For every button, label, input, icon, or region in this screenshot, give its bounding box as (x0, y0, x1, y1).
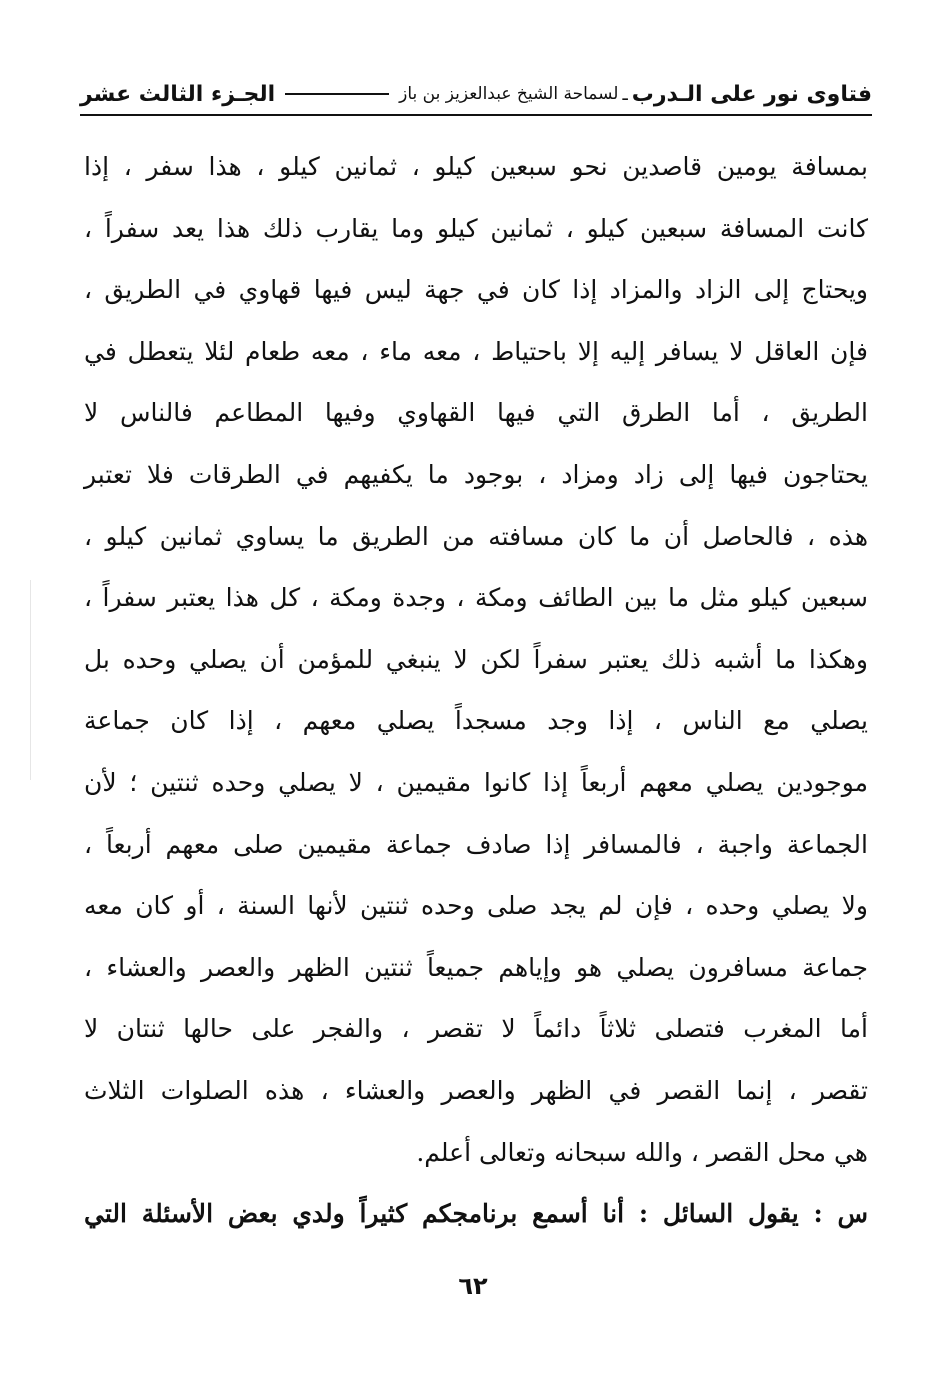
text-line: جماعة مسافرون يصلي هو وإياهم جميعاً ثنتين الظهر والعصر والعشاء ، (84, 952, 868, 982)
text-line: يحتاجون فيها إلى زاد ومزاد ، بوجود ما يكفيهم في الطرقات فلا تعتبر (84, 459, 868, 489)
volume-part: الجـزء الثالث عشر (80, 81, 276, 107)
text-line: كانت المسافة سبعين كيلو ، ثمانين كيلو وما يقارب ذلك هذا يعد سفراً ، (84, 213, 868, 243)
page-number: ٦٢ (458, 1272, 488, 1300)
text-line: موجودين يصلي معهم أربعاً إذا كانوا مقيمين ، لا يصلي وحده ثنتين ؛ لأن (84, 767, 868, 797)
text-line: وهكذا ما أشبه ذلك يعتبر سفراً لكن لا ينبغي للمؤمن أن يصلي وحده بل (84, 644, 868, 674)
text-line: ولا يصلي وحده ، فإن لم يجد صلى وحده ثنتين لأنها السنة ، أو كان معه (84, 891, 868, 921)
text-line: أما المغرب فتصلى ثلاثاً دائماً لا تقصر ، والفجر على حالها ثنتان لا (84, 1014, 868, 1044)
text-line: الطريق ، أما الطرق التي فيها القهاوي وفيها المطاعم فالناس لا (84, 398, 868, 428)
main-text (84, 136, 868, 1245)
header-separator: ـ (622, 83, 628, 105)
text-line: هذه ، فالحاصل أن ما كان مسافته من الطريق ما يساوي ثمانين كيلو ، (84, 521, 868, 551)
author-name: لسماحة الشيخ عبدالعزيز بن باز (399, 84, 619, 104)
margin-shadow (30, 580, 31, 780)
book-title: فتاوى نور على الـدرب (631, 81, 872, 107)
running-header (80, 74, 872, 116)
header-rule (285, 93, 389, 95)
text-line: يصلي مع الناس ، إذا وجد مسجداً يصلي معهم ، إذا كان جماعة (84, 706, 868, 736)
text-line: تقصر ، إنما القصر في الظهر والعصر والعشاء ، هذه الصلوات الثلاث (84, 1075, 868, 1105)
text-line: بمسافة يومين قاصدين نحو سبعين كيلو ، ثمانين كيلو ، هذا سفر ، إذا (84, 152, 868, 181)
text-line-paragraph-end: هي محل القصر ، والله سبحانه وتعالى أعلم. (416, 1137, 868, 1167)
text-line: فإن العاقل لا يسافر إليه إلا باحتياط ، معه ماء ، معه طعام لئلا يتعطل في (84, 336, 868, 366)
question-line: س : يقول السائل : أنا أسمع برنامجكم كثيراً ولدي بعض الأسئلة التي (84, 1199, 868, 1229)
text-line: الجماعة واجبة ، فالمسافر إذا صادف جماعة مقيمين صلى معهم أربعاً ، (84, 829, 868, 859)
text-line: ويحتاج إلى الزاد والمزاد إذا كان في جهة ليس فيها قهاوي في الطريق ، (84, 275, 868, 305)
text-line: سبعين كيلو مثل ما بين الطائف ومكة ، وجدة ومكة ، كل هذا يعتبر سفراً ، (84, 583, 868, 613)
